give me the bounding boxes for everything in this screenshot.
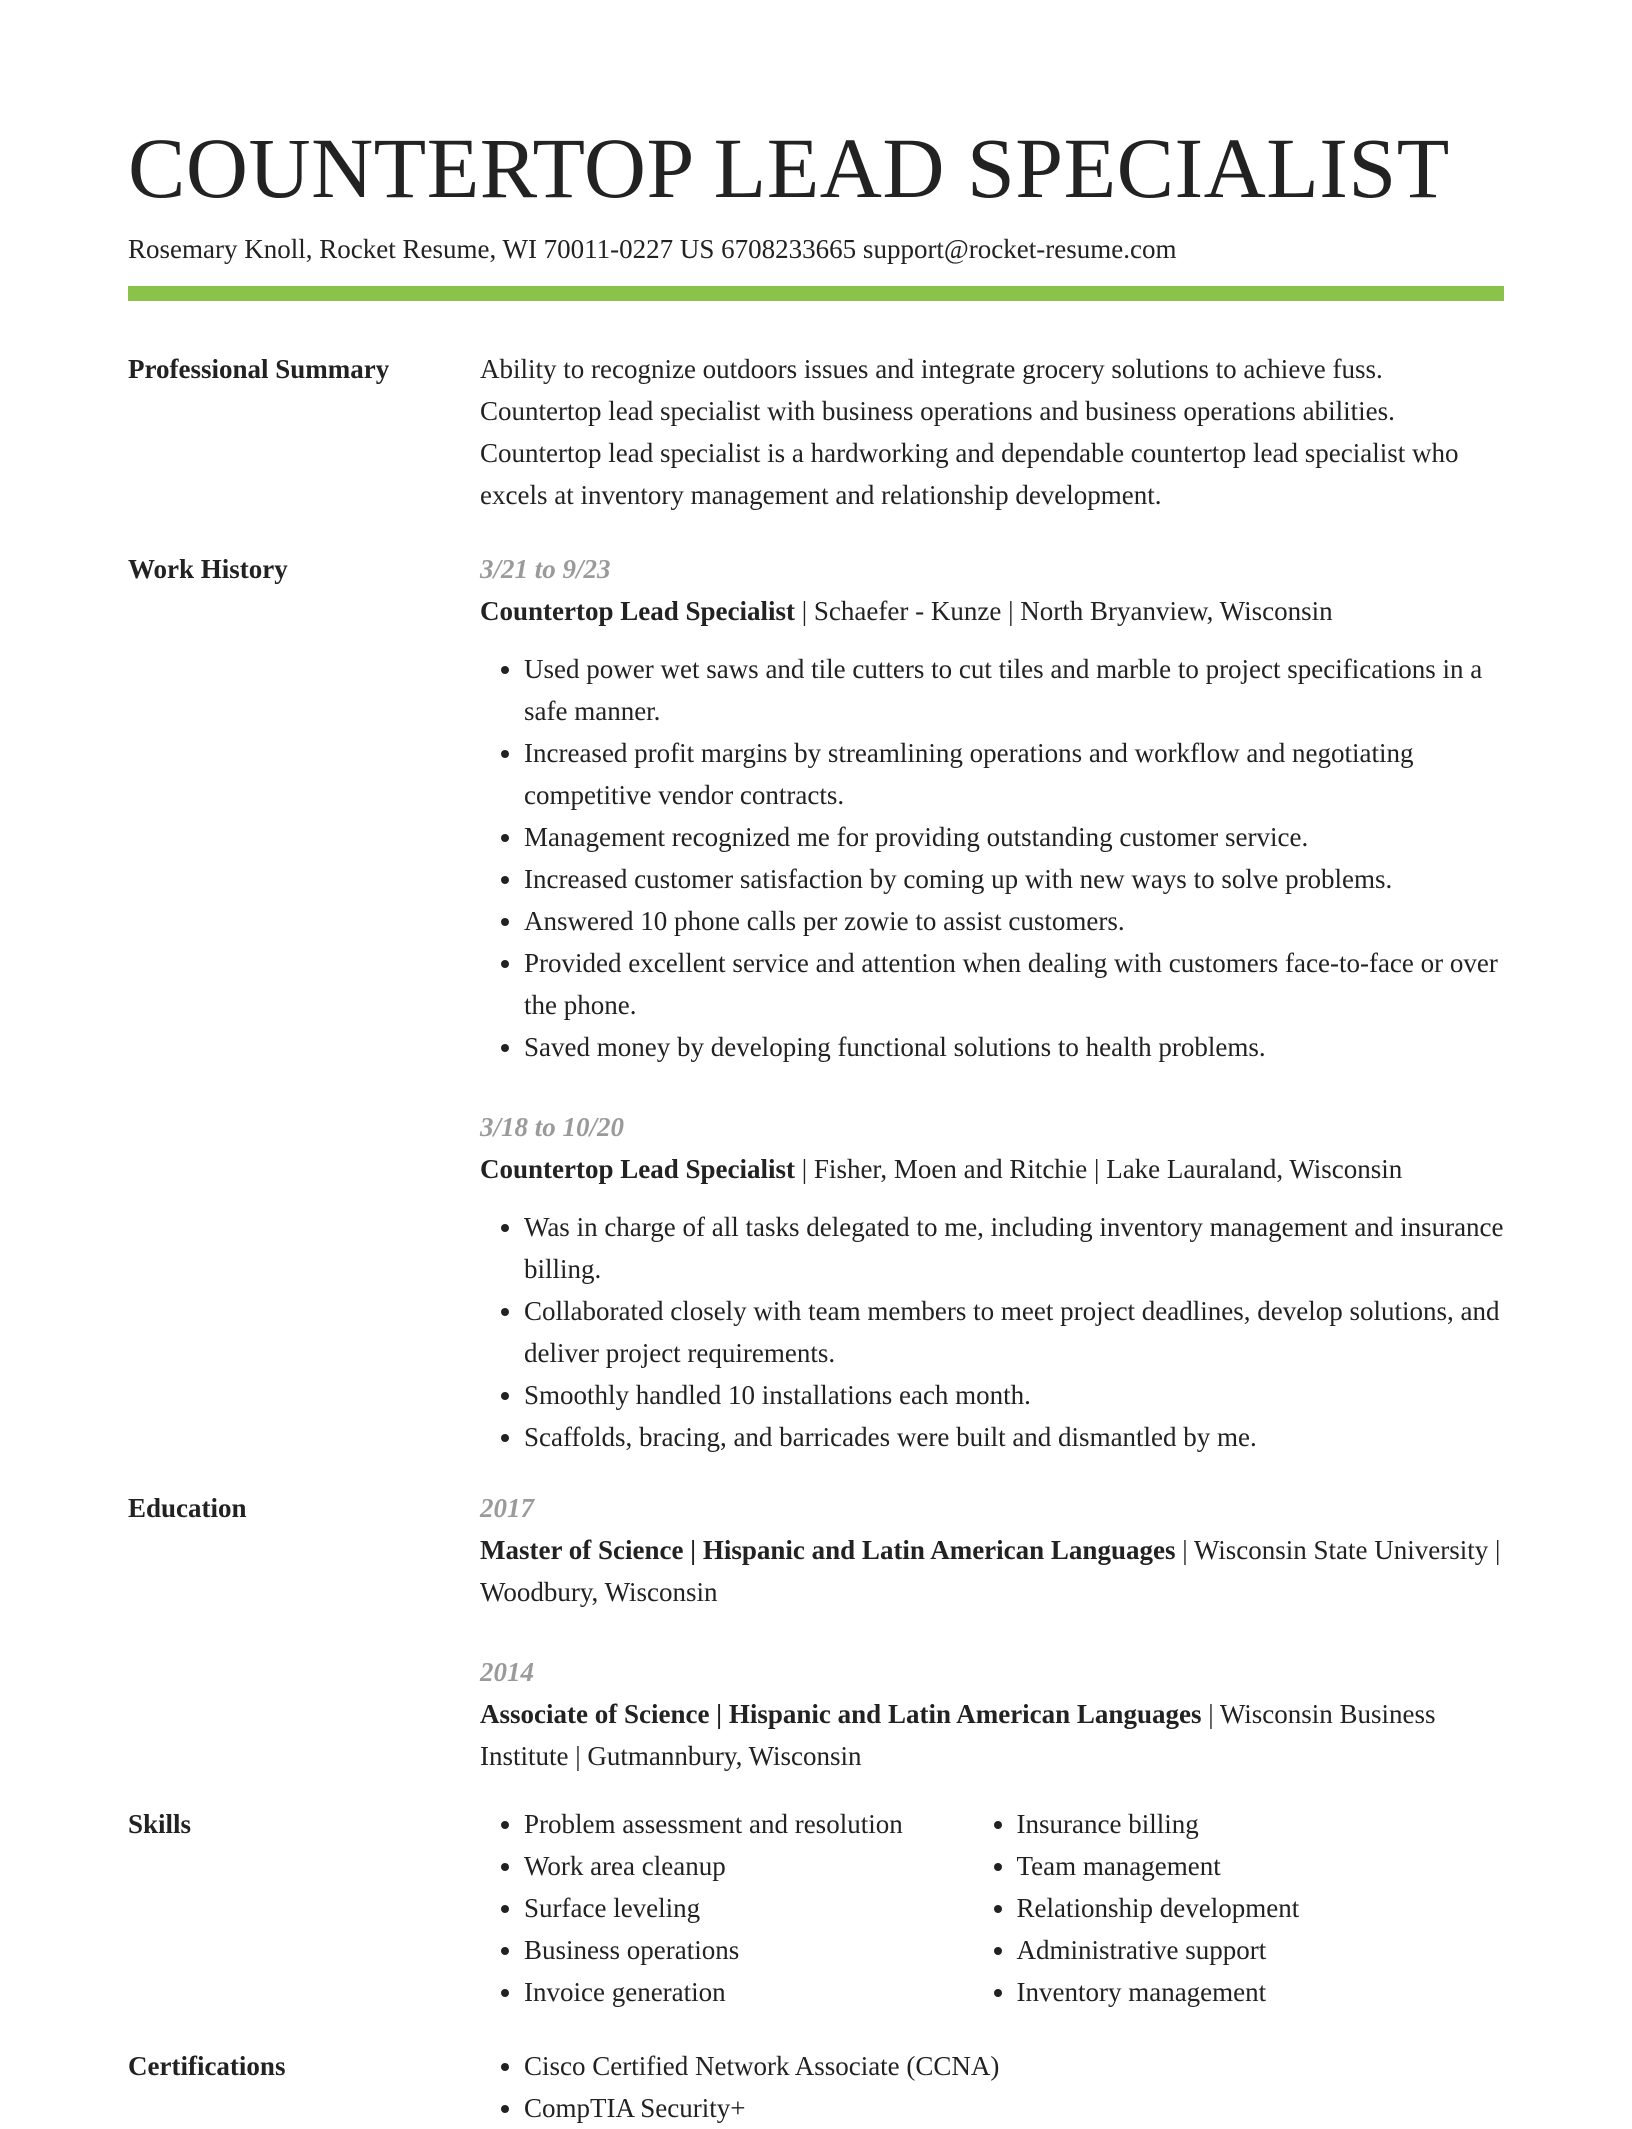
skills-list-right <box>973 1803 1505 2013</box>
job-bullets <box>480 1206 1504 1458</box>
skill-item: • Administrative support <box>1017 1929 1505 1971</box>
education-entry <box>480 1651 1504 1777</box>
skill-item: • Surface leveling <box>524 1887 973 1929</box>
section-label-work-history: Work History <box>128 554 288 584</box>
education-heading <box>480 1693 1504 1777</box>
summary-text: Ability to recognize outdoors issues and integrate grocery solutions to achieve fuss. Countertop lead specialist with business operations and business operations abilities. Countertop lead specialist is a hardworking and dependable countertop lead specialist who excels at inventory management and relationship development. <box>480 354 1459 510</box>
job-entry <box>480 1106 1504 1458</box>
education-entry <box>480 1487 1504 1613</box>
job-bullet: • Saved money by developing functional solutions to health problems. <box>524 1026 1504 1068</box>
job-bullet: • Was in charge of all tasks delegated to me, including inventory management and insurance billing. <box>524 1206 1504 1290</box>
summary-content <box>480 348 1504 516</box>
job-bullets <box>480 648 1504 1068</box>
contact-line: Rosemary Knoll, Rocket Resume, WI 70011-0227 US 6708233665 support@rocket-resume.com <box>128 234 1177 264</box>
certification-item: • Cisco Certified Network Associate (CCNA) <box>524 2045 1504 2087</box>
skills-content <box>480 1803 1504 2013</box>
section-label-education: Education <box>128 1493 247 1523</box>
work-history-content <box>480 548 1504 1458</box>
job-details: | Schaefer - Kunze | North Bryanview, Wisconsin <box>795 596 1333 626</box>
job-heading <box>480 1148 1504 1190</box>
education-content <box>480 1487 1504 1777</box>
spacer <box>480 1068 1504 1106</box>
skill-item: • Insurance billing <box>1017 1803 1505 1845</box>
skill-item: • Team management <box>1017 1845 1505 1887</box>
job-dates: 3/18 to 10/20 <box>480 1112 625 1142</box>
section-label-skills: Skills <box>128 1809 192 1839</box>
job-bullet: • Collaborated closely with team members to meet project deadlines, develop solutions, and deliver project requirements. <box>524 1290 1504 1374</box>
education-details: | Wisconsin State University | Woodbury, Wisconsin <box>480 1535 1501 1607</box>
section-label-certifications: Certifications <box>128 2051 286 2081</box>
job-entry <box>480 548 1504 1068</box>
spacer <box>480 1613 1504 1651</box>
job-dates: 3/21 to 9/23 <box>480 554 611 584</box>
degree-name: Master of Science | Hispanic and Latin American Languages <box>480 1535 1176 1565</box>
job-bullet: • Increased customer satisfaction by coming up with new ways to solve problems. <box>524 858 1504 900</box>
skill-item: • Inventory management <box>1017 1971 1505 2013</box>
resume-title: COUNTERTOP LEAD SPECIALIST <box>128 120 1450 216</box>
skill-item: • Invoice generation <box>524 1971 973 2013</box>
job-bullet: • Provided excellent service and attention when dealing with customers face-to-face or over the phone. <box>524 942 1504 1026</box>
education-year: 2014 <box>480 1657 534 1687</box>
job-bullet: • Used power wet saws and tile cutters to cut tiles and marble to project specifications in a safe manner. <box>524 648 1504 732</box>
job-bullet: • Smoothly handled 10 installations each month. <box>524 1374 1504 1416</box>
job-bullet: • Scaffolds, bracing, and barricades were built and dismantled by me. <box>524 1416 1504 1458</box>
section-label-summary: Professional Summary <box>128 354 390 384</box>
degree-name: Associate of Science | Hispanic and Latin American Languages <box>480 1699 1202 1729</box>
skill-item: • Business operations <box>524 1929 973 1971</box>
job-bullet: • Management recognized me for providing outstanding customer service. <box>524 816 1504 858</box>
accent-divider <box>128 286 1504 301</box>
skill-item: • Work area cleanup <box>524 1845 973 1887</box>
resume-header <box>128 118 1504 266</box>
job-bullet: • Answered 10 phone calls per zowie to assist customers. <box>524 900 1504 942</box>
education-details: | Wisconsin Business Institute | Gutmannbury, Wisconsin <box>480 1699 1436 1771</box>
certification-item: • CompTIA Security+ <box>524 2087 1504 2129</box>
job-title: Countertop Lead Specialist <box>480 596 796 626</box>
job-bullet: • Increased profit margins by streamlining operations and workflow and negotiating competitive vendor contracts. <box>524 732 1504 816</box>
job-heading <box>480 590 1504 632</box>
education-heading <box>480 1529 1504 1613</box>
skills-list-left <box>480 1803 973 2013</box>
skill-item: • Problem assessment and resolution <box>524 1803 973 1845</box>
certifications-list <box>480 2045 1504 2129</box>
job-title: Countertop Lead Specialist <box>480 1154 796 1184</box>
skill-item: • Relationship development <box>1017 1887 1505 1929</box>
education-year: 2017 <box>480 1493 534 1523</box>
certifications-content <box>480 2045 1504 2129</box>
job-details: | Fisher, Moen and Ritchie | Lake Lauraland, Wisconsin <box>795 1154 1403 1184</box>
